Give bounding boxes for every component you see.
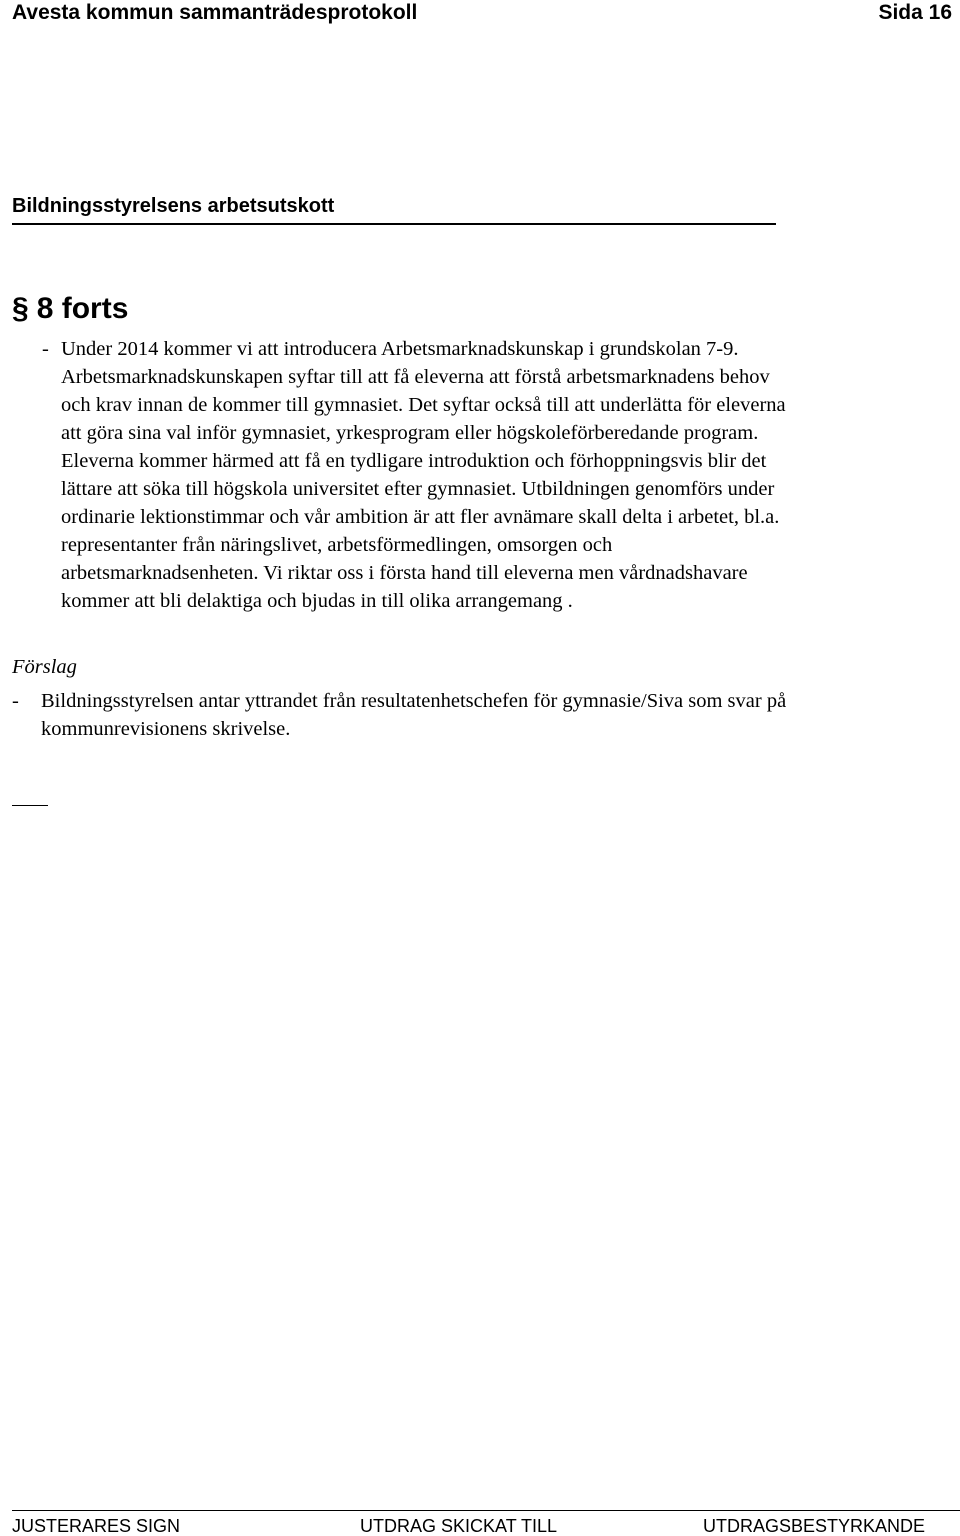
body-line: arbetsmarknadsenheten. Vi riktar oss i första hand till eleverna men vårdnadshavare <box>61 562 748 584</box>
list-bullet-dash: - <box>42 338 49 360</box>
document-title: Avesta kommun sammanträdesprotokoll <box>12 1 418 24</box>
section-end-rule <box>12 805 48 806</box>
body-line: och krav innan de kommer till gymnasiet. Det syftar också till att underlätta för eleverna <box>61 394 786 416</box>
body-line: ordinarie lektionstimmar och vår ambition är att fler avnämare skall delta i arbetet, bl.a. <box>61 506 780 528</box>
body-line: Eleverna kommer härmed att få en tydligare introduktion och förhoppningsvis blir det <box>61 450 767 472</box>
body-line: att göra sina val inför gymnasiet, yrkesprogram eller högskoleförberedande program. <box>61 422 759 444</box>
body-line: Arbetsmarknadskunskapen syftar till att få eleverna att förstå arbetsmarknadens behov <box>61 366 770 388</box>
body-line: Under 2014 kommer vi att introducera Arbetsmarknadskunskap i grundskolan 7-9. <box>61 338 739 360</box>
footer-certify-label: UTDRAGSBESTYRKANDE <box>703 1516 926 1536</box>
body-line: lättare att söka till högskola universitet efter gymnasiet. Utbildningen genomförs under <box>61 478 775 500</box>
committee-underline <box>12 223 776 225</box>
proposal-line: Bildningsstyrelsen antar yttrandet från resultatenhetschefen för gymnasie/Siva som svar på <box>41 690 787 712</box>
body-line: kommer att bli delaktiga och bjudas in till olika arrangemang . <box>61 590 573 612</box>
section-heading <box>12 290 128 328</box>
footer-sent-label: UTDRAG SKICKAT TILL <box>360 1516 558 1536</box>
footer-divider <box>12 1510 960 1511</box>
committee-heading: Bildningsstyrelsens arbetsutskott <box>12 195 335 217</box>
section-symbol: § <box>12 292 29 325</box>
section-heading-text: 8 forts <box>36 292 129 325</box>
page-number: Sida 16 <box>878 1 952 24</box>
proposal-label: Förslag <box>12 656 77 678</box>
list-bullet-dash: - <box>12 690 19 712</box>
proposal-line: kommunrevisionens skrivelse. <box>41 718 291 740</box>
footer-signature-label: JUSTERARES SIGN <box>12 1516 181 1536</box>
body-line: representanter från näringslivet, arbetsförmedlingen, omsorgen och <box>61 534 613 556</box>
